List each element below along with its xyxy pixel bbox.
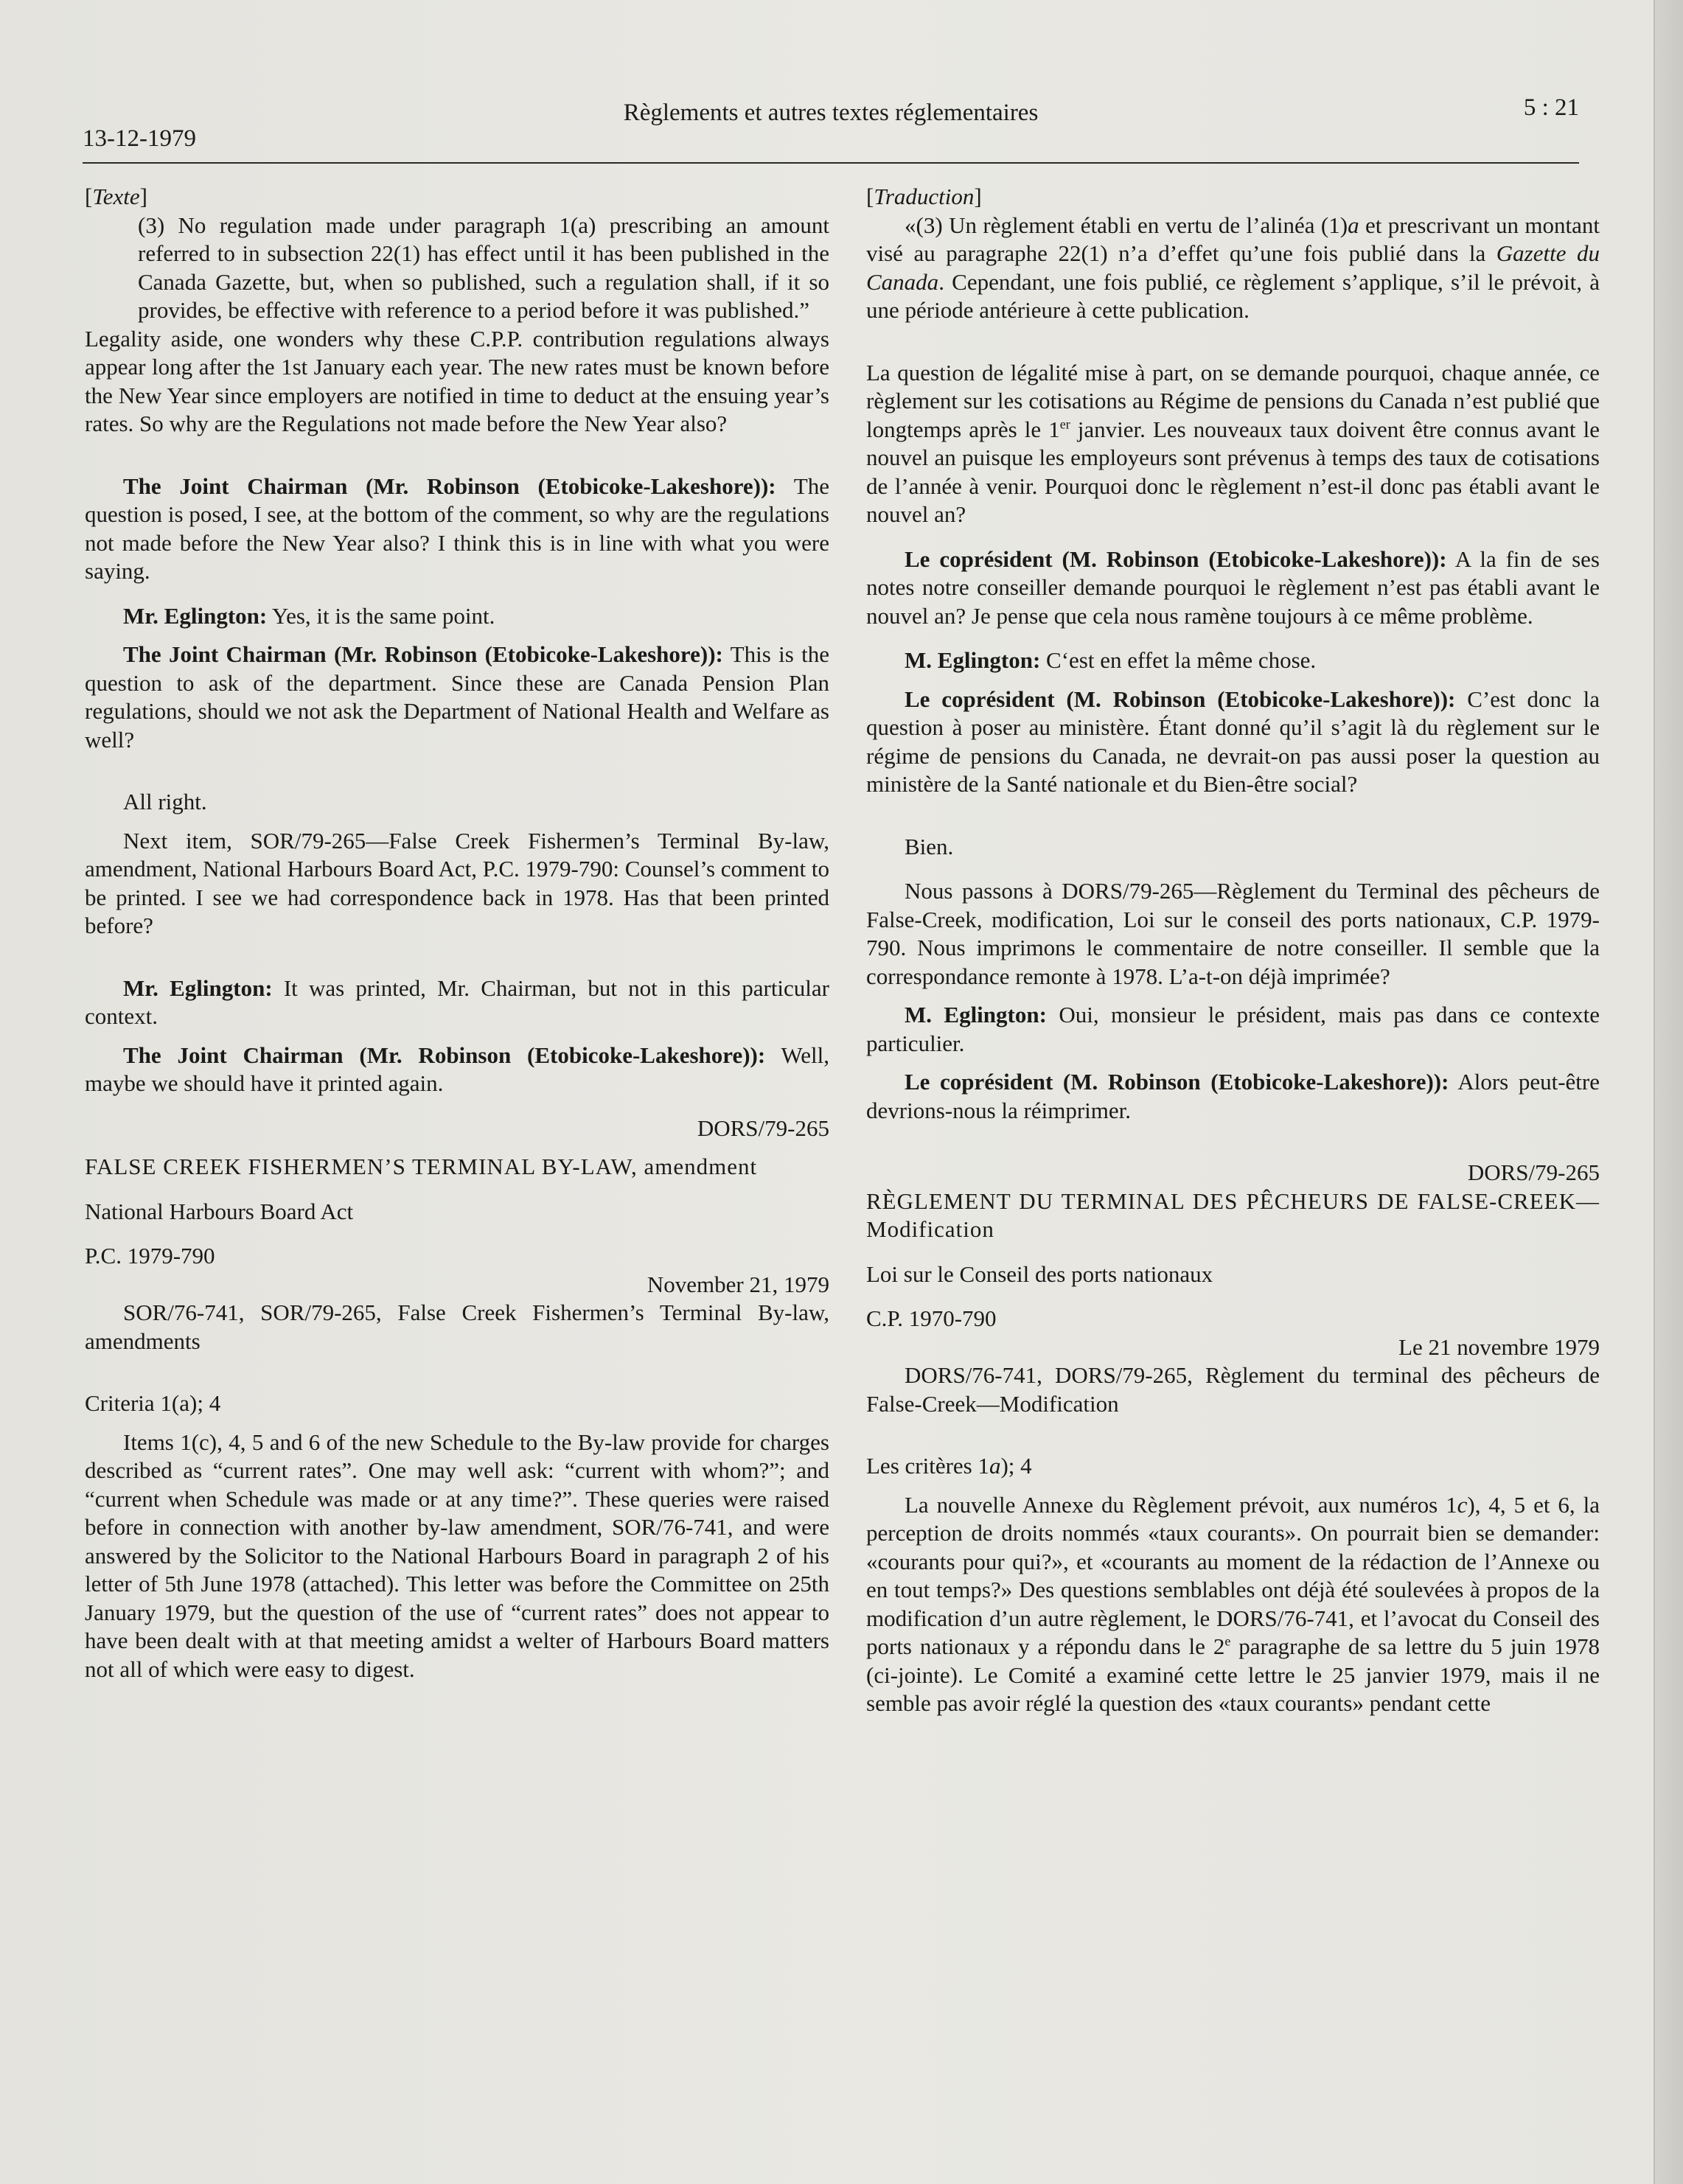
criteria: Criteria 1(a); 4	[85, 1390, 221, 1416]
paragraph: Next item, SOR/79-265—False Creek Fishermen’s Terminal By-law, amendment, National Harbours Board Act, P.C. 1979-790: Counsel’s comment to be printed. I see we had correspondence back in 1978. Has that been printed before?	[85, 827, 829, 938]
speech-copresident: Le coprésident (M. Robinson (Etobicoke-Lakeshore)): C’est donc la question à poser au ministère. Étant donné qu’il s’agit là du règlement sur le régime de pensions du Canada, ne devrait-on pas aussi poser la question au ministère de la Santé nationale et du Bien-être social?	[866, 685, 1600, 797]
document-title: RÈGLEMENT DU TERMINAL DES PÊCHEURS DE FALSE-CREEK—Modification	[866, 1187, 1600, 1242]
paragraph: Nous passons à DORS/79-265—Règlement du Terminal des pêcheurs de False-Creek, modification, Loi sur le conseil des ports nationaux, C.P. 1979-790. Nous imprimons le commentaire de notre conseiller. Il semble que la correspondance remonte à 1978. L’a-t-on déjà imprimée?	[866, 878, 1600, 989]
paragraph: Items 1(c), 4, 5 and 6 of the new Schedule to the By-law provide for charges described as “current rates”. One may well ask: “current with whom?”; and “current when Schedule was made or at any time?”. These queries were raised before in connection with another by-law amendment, SOR/76-741, and were answered by the Solicitor to the National Harbours Board in paragraph 2 of his letter of 5th June 1978 (attached). This letter was before the Committee on 25th January 1979, but the question of the use of “current rates” does not appear to have been dealt with at that meeting amidst a welter of Harbours Board matters not all of which were easy to digest.	[85, 1428, 829, 1682]
page-edge	[1654, 0, 1683, 2184]
document-date: Le 21 novembre 1979	[1398, 1333, 1600, 1360]
speech-joint-chairman: The Joint Chairman (Mr. Robinson (Etobicoke-Lakeshore)): This is the question to ask of the department. Since these are Canada Pension Plan regulations, should we not ask the Department of National Health and Welfare as well?	[85, 641, 829, 753]
speech-copresident: Le coprésident (M. Robinson (Etobicoke-Lakeshore)): Alors peut-être devrions-nous la réimprimer.	[866, 1069, 1600, 1123]
speech-joint-chairman: The Joint Chairman (Mr. Robinson (Etobicoke-Lakeshore)): Well, maybe we should have it printed again.	[85, 1042, 829, 1096]
speech-eglington: Mr. Eglington: It was printed, Mr. Chairman, but not in this particular context.	[85, 974, 829, 1029]
act-name: Loi sur le Conseil des ports nationaux	[866, 1260, 1213, 1287]
french-column	[866, 183, 1600, 1718]
paragraph: Bien.	[905, 833, 954, 859]
criteria: Les critères 1a); 4	[866, 1453, 1032, 1479]
header-title: Règlements et autres textes réglementaires	[623, 100, 1039, 126]
subject-line: SOR/76-741, SOR/79-265, False Creek Fishermen’s Terminal By-law, amendments	[85, 1299, 829, 1354]
running-header	[83, 96, 1579, 164]
order-in-council: P.C. 1979-790	[85, 1243, 215, 1269]
speech-eglington: M. Eglington: C‘est en effet la même chose.	[905, 647, 1317, 673]
paragraph: La question de légalité mise à part, on se demande pourquoi, chaque année, ce règlement sur les cotisations au Régime de pensions du Canada n’est publié que longtemps après le 1er janvier. Les nouveaux taux doivent être connus avant le nouvel an puisque les employeurs sont prévenus à temps des taux de cotisations de l’année à venir. Pourquoi donc le règlement n’est-il donc pas établi avant le nouvel an?	[866, 359, 1600, 527]
speech-copresident: Le coprésident (M. Robinson (Etobicoke-Lakeshore)): A la fin de ses notes notre conseiller demande pourquoi le règlement n’est pas établi avant le nouvel an? Je pense que cela nous ramène toujours à ce même problème.	[866, 545, 1600, 629]
speech-joint-chairman: The Joint Chairman (Mr. Robinson (Etobicoke-Lakeshore)): The question is posed, I see, at the bottom of the comment, so why are the regulations not made before the New Year also? I think this is in line with what you were saying.	[85, 472, 829, 584]
paragraph: La nouvelle Annexe du Règlement prévoit, aux numéros 1c), 4, 5 et 6, la perception de droits nommés «taux courants». On pourrait bien se demander: «courants pour qui?», et «courants au moment de la rédaction de l’Annexe ou en tout temps?» Des questions semblables ont déjà été soulevées à propos de la modification d’un autre règlement, le DORS/76-741, et l’avocat du Conseil des ports nationaux y a répondu dans le 2e paragraphe de sa lettre du 5 juin 1978 (ci-jointe). Le Comité a examiné cette lettre le 25 janvier 1979, mais il ne semble pas avoir réglé la question des «taux courants» pendant cette	[866, 1491, 1600, 1716]
order-in-council: C.P. 1970-790	[866, 1305, 997, 1331]
header-page-number: 5 : 21	[1523, 94, 1579, 121]
speech-eglington: M. Eglington: Oui, monsieur le président, mais pas dans ce contexte particulier.	[866, 1002, 1600, 1056]
paragraph: All right.	[123, 789, 207, 814]
sor-reference: DORS/79-265	[697, 1114, 829, 1141]
act-name: National Harbours Board Act	[85, 1198, 354, 1224]
document-title: FALSE CREEK FISHERMEN’S TERMINAL BY-LAW, amendment	[85, 1154, 758, 1179]
document-date: November 21, 1979	[647, 1271, 829, 1297]
subject-line: DORS/76-741, DORS/79-265, Règlement du terminal des pêcheurs de False-Creek—Modification	[866, 1362, 1600, 1417]
regulation-quote: (3) No regulation made under paragraph 1(a) prescribing an amount referred to in subsection 22(1) has effect until it has been published in the Canada Gazette, but, when so published, such a regulation shall, if it so provides, be effective with reference to a period before it was published.”	[138, 212, 829, 323]
paragraph: Legality aside, one wonders why these C.P.P. contribution regulations always appear long after the 1st January each year. The new rates must be known before the New Year since employers are notified in time to deduct at the ensuing year’s rates. So why are the Regulations not made before the New Year also?	[85, 325, 829, 436]
sor-reference: DORS/79-265	[1467, 1159, 1600, 1185]
traduction-label: [Traduction]	[866, 184, 982, 209]
english-column	[85, 183, 829, 1684]
regulation-quote: «(3) Un règlement établi en vertu de l’alinéa (1)a et prescrivant un montant visé au paragraphe 22(1) n’a d’effet qu’une fois publié dans la Gazette du Canada. Cependant, une fois publié, ce règlement s’applique, s’il le prévoit, à une période antérieure à cette publication.	[866, 212, 1600, 323]
texte-label: [Texte]	[85, 184, 147, 209]
speech-eglington: Mr. Eglington: Yes, it is the same point.	[123, 602, 495, 629]
header-date: 13-12-1979	[83, 125, 196, 152]
